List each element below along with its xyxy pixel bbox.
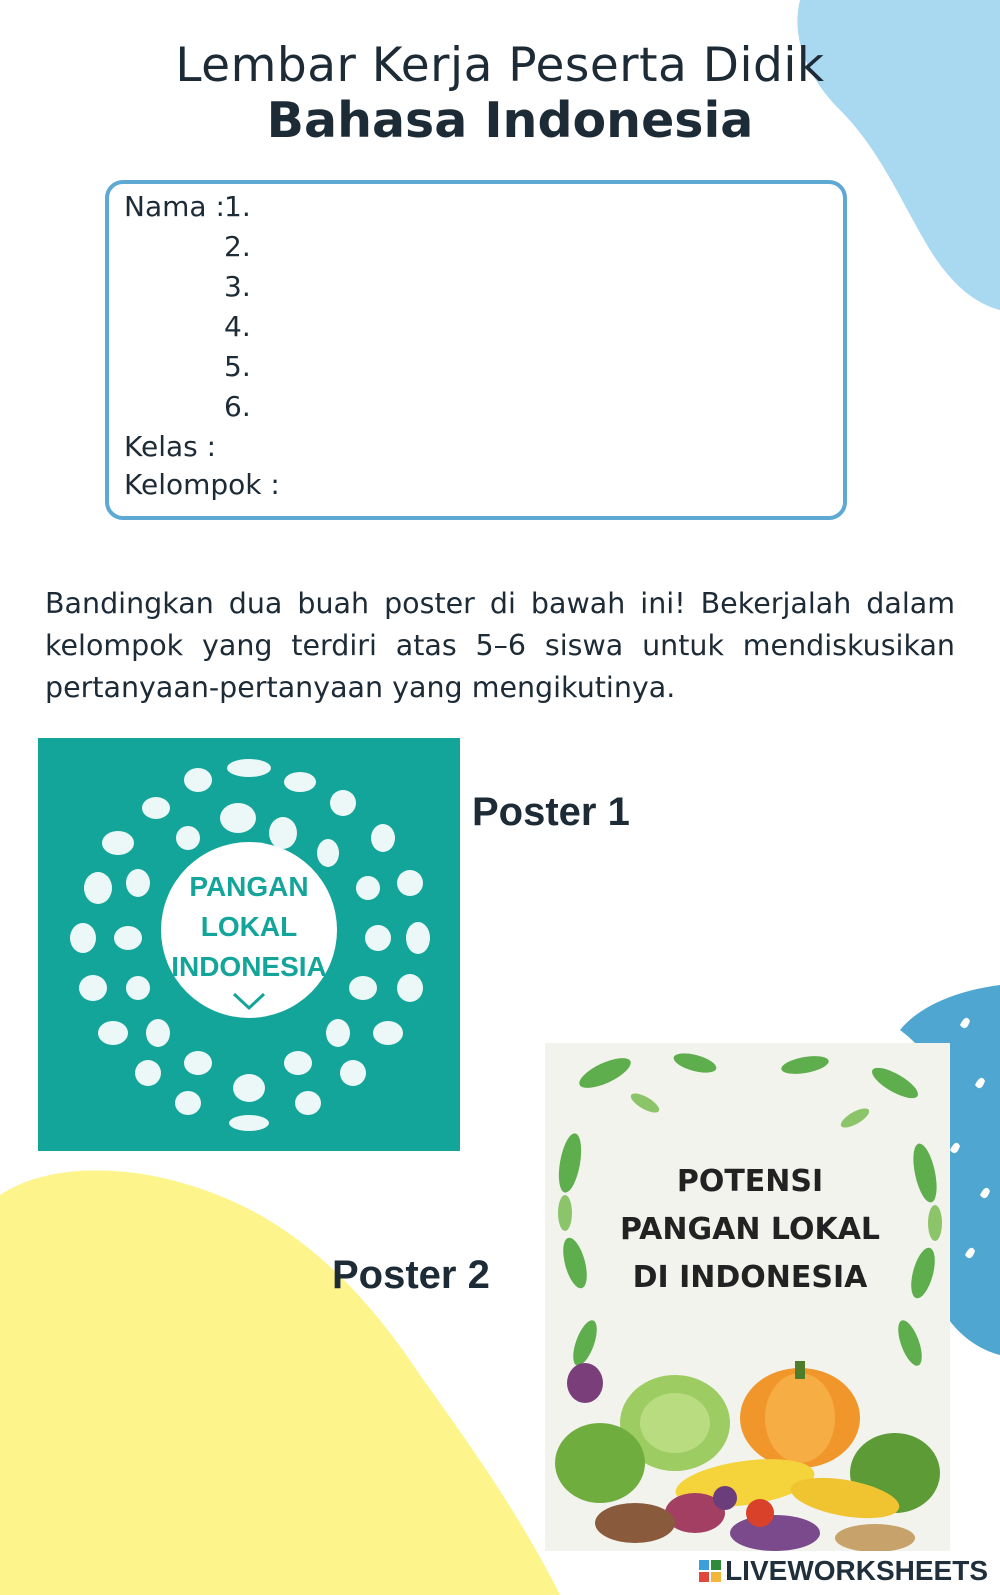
poster-2-illustration <box>545 1043 950 1551</box>
group-label: Kelompok : <box>124 468 280 501</box>
name-number-5: 5. <box>224 350 251 383</box>
instruction-text: Bandingkan dua buah poster di bawah ini! Bekerjalah dalam kelompok yang terdiri atas 5–6 siswa untuk mendiskusikan pertanyaan-pertanyaan yang mengikutinya. <box>45 587 955 704</box>
liveworksheets-logo-icon <box>699 1560 721 1582</box>
yellow-blob-bottom-left <box>0 1155 560 1595</box>
class-label: Kelas : <box>124 430 217 463</box>
poster-2-line-3: DI INDONESIA <box>632 1260 868 1295</box>
poster-2-image <box>545 1043 950 1551</box>
poster-1-line-1: PANGAN <box>189 871 309 902</box>
poster-2-line-1: POTENSI <box>676 1164 824 1199</box>
name-label: Nama : <box>124 190 225 223</box>
subject-title: Bahasa Indonesia <box>266 92 754 149</box>
poster-1-line-3: INDONESIA <box>171 951 327 982</box>
name-number-1: 1. <box>224 190 251 223</box>
poster-1-image <box>38 738 460 1151</box>
poster-1-label: Poster 1 <box>472 790 630 834</box>
watermark-text: LIVEWORKSHEETS <box>725 1555 988 1586</box>
name-number-4: 4. <box>224 310 251 343</box>
name-number-6: 6. <box>224 390 251 423</box>
identity-box <box>105 180 847 520</box>
poster-1-line-2: LOKAL <box>200 911 298 942</box>
poster-1-illustration <box>38 738 460 1151</box>
liveworksheets-watermark <box>699 1555 988 1587</box>
name-number-2: 2. <box>224 230 251 263</box>
poster-2-line-2: PANGAN LOKAL <box>619 1212 881 1247</box>
worksheet-title: Lembar Kerja Peserta Didik <box>175 38 825 93</box>
poster-2-label: Poster 2 <box>332 1253 490 1297</box>
name-number-3: 3. <box>224 270 251 303</box>
